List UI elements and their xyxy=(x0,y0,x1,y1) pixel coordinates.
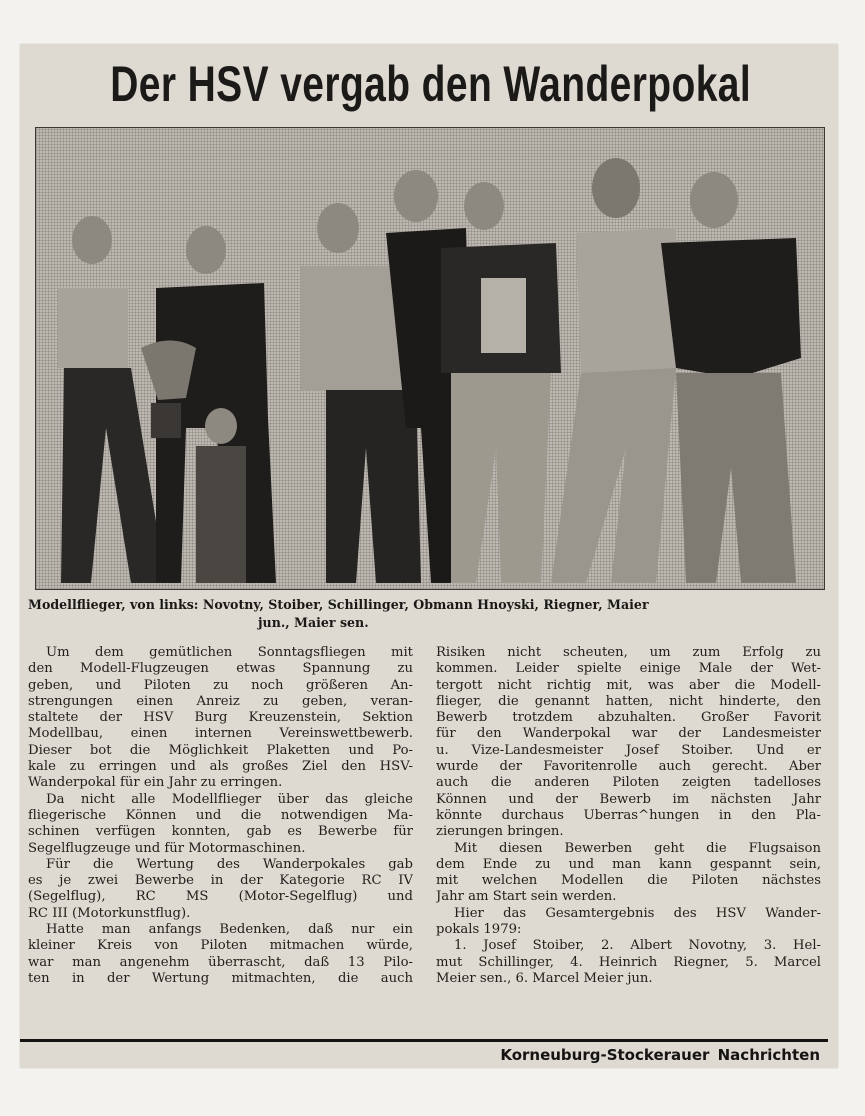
text-line: wurde der Favoritenrolle auch gerecht. Aber xyxy=(436,759,821,775)
text-line: flieger, die genannt hatten, nicht hinderte, den xyxy=(436,693,821,709)
text-line: mut Schillinger, 4. Heinrich Riegner, 5. Marcel xyxy=(436,954,821,970)
newspaper-source: Korneuburg-Stockerauer Nachrichten xyxy=(500,1046,820,1064)
text-line: Modellbau, einen internen Vereinswettbewerb. xyxy=(28,726,413,742)
article-column-left xyxy=(28,645,413,987)
text-line: Da nicht alle Modellflieger über das gleiche xyxy=(46,791,413,807)
text-line: Um dem gemütlichen Sonntagsfliegen mit xyxy=(46,645,413,660)
photo-caption xyxy=(28,596,818,632)
text-line: kale zu erringen und als großes Ziel den HSV- xyxy=(28,759,413,775)
text-line: mit welchen Modellen die Piloten nächstes xyxy=(436,873,821,889)
text-line: den Modell-Flugzeugen etwas Spannung zu xyxy=(28,661,413,677)
text-line: auch die anderen Piloten zeigten tadelloses xyxy=(436,775,821,791)
text-line: RC III (Motorkunstflug). xyxy=(28,905,191,921)
text-line: für den Wanderpokal war der Landesmeister xyxy=(436,726,821,742)
person-maier-jun xyxy=(551,158,681,583)
text-line: Wanderpokal für ein Jahr zu erringen. xyxy=(28,775,283,791)
text-line: geben, und Piloten zu noch größeren An- xyxy=(28,677,413,693)
text-line: Können und der Bewerb im nächsten Jahr xyxy=(436,791,821,807)
text-line: 1. Josef Stoiber, 2. Albert Novotny, 3. Hel- xyxy=(454,938,821,954)
text-line: (Segelflug), RC MS (Motor-Segelflug) und xyxy=(28,889,413,905)
text-line: Meier sen., 6. Marcel Meier jun. xyxy=(436,970,653,986)
text-line: könnte durchaus Überras^hungen in den Pla- xyxy=(436,807,821,823)
photo-silhouettes xyxy=(36,128,824,589)
text-line: schinen verfügen konnten, gab es Bewerbe für xyxy=(28,824,413,840)
text-line: strengungen einen Anreiz zu geben, veran- xyxy=(28,693,413,709)
text-line: Dieser bot die Möglichkeit Plaketten und Po- xyxy=(28,742,413,758)
text-line: dem Ende zu und man kann gespannt sein, xyxy=(436,856,821,872)
text-line: zierungen bringen. xyxy=(436,824,564,840)
text-line: Jahr am Start sein werden. xyxy=(436,889,617,905)
text-line: tergott nicht richtig mit, was aber die Modell- xyxy=(436,677,821,693)
text-line: war man angenehm überrascht, daß 13 Pilo- xyxy=(28,954,413,970)
text-line: u. Vize-Landesmeister Josef Stoiber. Und er xyxy=(436,742,821,758)
caption-line-1: Modellflieger, von links: Novotny, Stoiber, Schillinger, Obmann Hnoyski, Riegner, Maier xyxy=(28,597,649,612)
text-line: Hatte man anfangs Bedenken, daß nur ein xyxy=(46,922,413,938)
text-line: pokals 1979: xyxy=(436,922,522,938)
text-line: Risiken nicht scheuten, um zum Erfolg zu xyxy=(436,645,821,660)
headline: Der HSV vergab den Wanderpokal xyxy=(110,56,752,112)
group-photo xyxy=(35,127,825,590)
text-line: Mit diesen Bewerben geht die Flugsaison xyxy=(454,840,821,856)
person-maier-sen xyxy=(661,172,801,583)
text-line: Segelflugzeuge und für Motormaschinen. xyxy=(28,840,306,856)
person-novotny xyxy=(58,216,166,583)
newspaper-clipping xyxy=(20,44,838,1068)
text-line: Für die Wertung des Wanderpokales gab xyxy=(46,856,413,872)
text-line: fliegerische Können und die notwendigen Ma- xyxy=(28,807,413,823)
text-line: es je zwei Bewerbe in der Kategorie RC IV xyxy=(28,873,413,889)
text-line: staltete der HSV Burg Kreuzenstein, Sektion xyxy=(28,710,413,726)
text-line: kleiner Kreis von Piloten mitmachen würde, xyxy=(28,938,413,954)
text-line: kommen. Leider spielte einige Male der Wet- xyxy=(436,661,821,677)
text-line: Hier das Gesamtergebnis des HSV Wander- xyxy=(454,905,821,921)
caption-line-2: jun., Maier sen. xyxy=(258,615,369,630)
footer-rule xyxy=(20,1039,828,1042)
text-line: ten in der Wertung mitmachten, die auch xyxy=(28,970,413,986)
text-line: Bewerb trotzdem abzuhalten. Großer Favorit xyxy=(436,710,821,726)
article-column-right xyxy=(436,645,821,987)
